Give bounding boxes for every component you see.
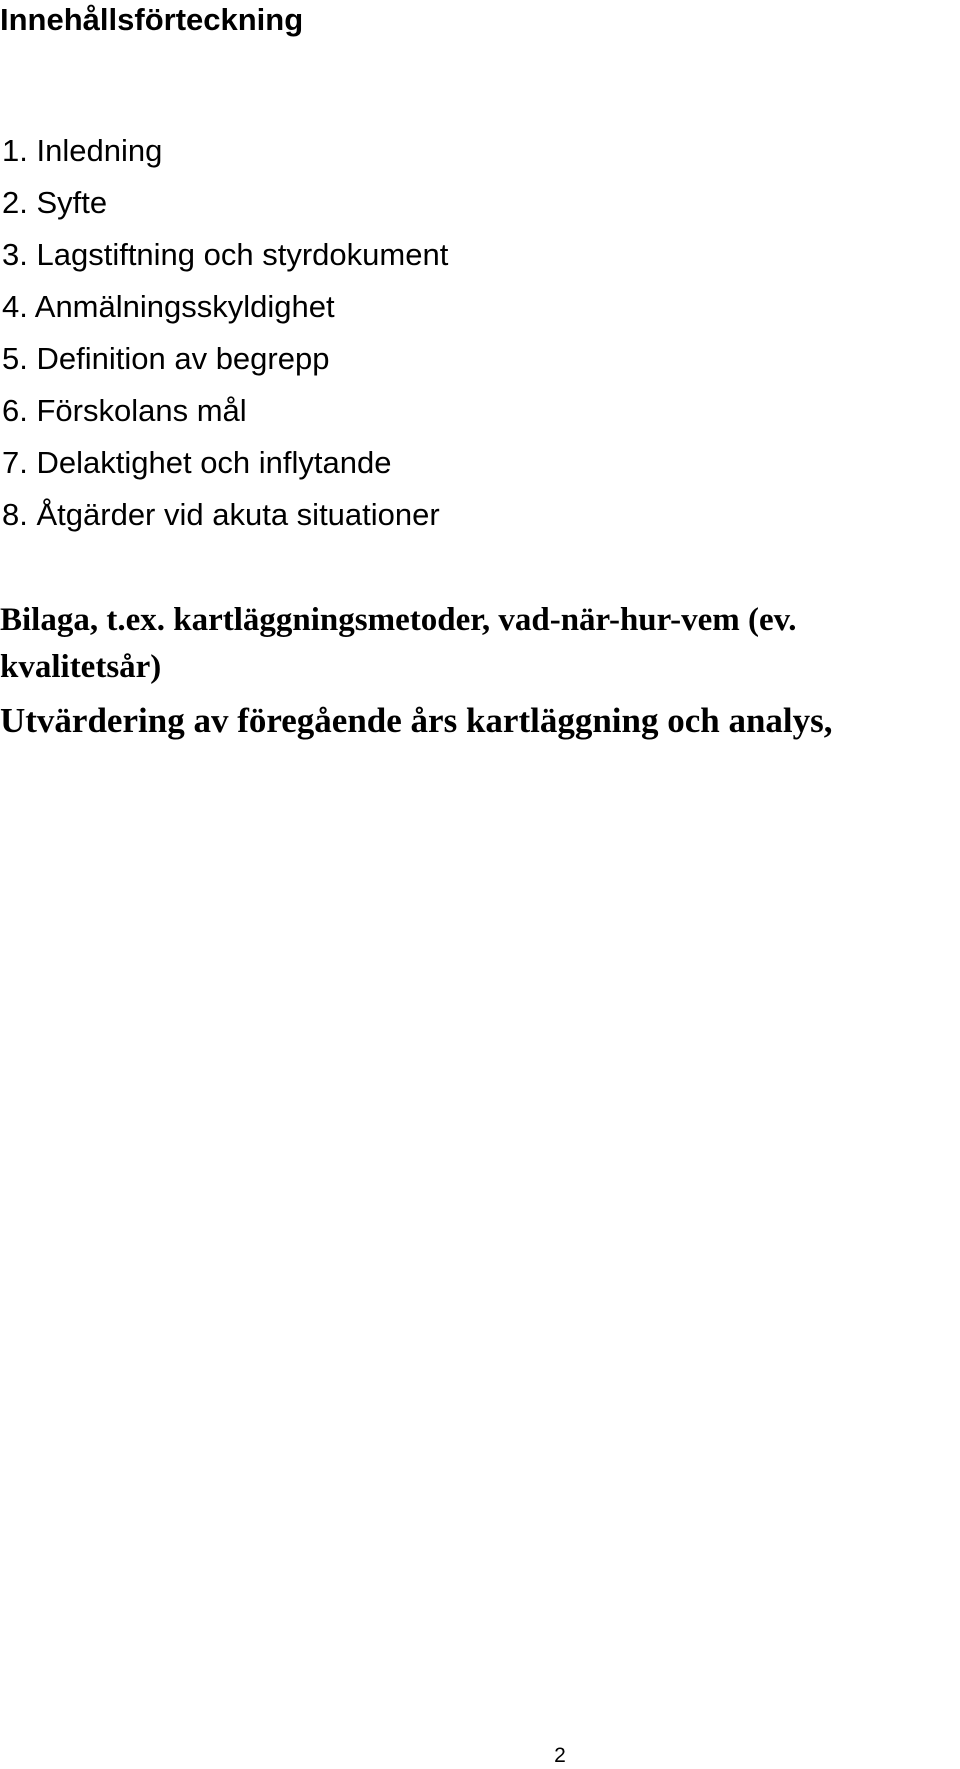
toc-item-number: 2. [2, 185, 28, 220]
toc-item-number: 3. [2, 237, 28, 272]
toc-item-label: Anmälningsskyldighet [34, 289, 335, 324]
toc-item-label: Lagstiftning och styrdokument [36, 237, 449, 272]
toc-item-3 [2, 229, 448, 281]
toc-item-4 [2, 281, 448, 333]
toc-item-5 [2, 333, 448, 385]
toc-list [2, 125, 448, 541]
toc-item-label: Förskolans mål [36, 393, 247, 428]
appendix-line: Bilaga, t.ex. kartläggningsmetoder, vad-när-hur-vem (ev. [0, 602, 797, 638]
page-number: 2 [554, 1744, 566, 1767]
toc-item-label: Delaktighet och inflytande [36, 445, 392, 480]
toc-heading: Innehållsförteckning [0, 2, 304, 37]
toc-item-1 [2, 125, 448, 177]
appendix-note [0, 597, 960, 691]
toc-item-number: 7. [2, 445, 28, 480]
toc-item-number: 4. [2, 289, 28, 324]
toc-item-label: Syfte [36, 185, 108, 220]
toc-item-7 [2, 437, 448, 489]
toc-item-number: 5. [2, 341, 28, 376]
toc-item-number: 8. [2, 497, 28, 532]
toc-item-number: 6. [2, 393, 28, 428]
toc-item-label: Definition av begrepp [36, 341, 330, 376]
toc-item-2 [2, 177, 448, 229]
evaluation-line: Utvärdering av föregående års kartläggning och analys, [0, 701, 833, 740]
toc-item-6 [2, 385, 448, 437]
toc-item-label: Åtgärder vid akuta situationer [36, 497, 440, 532]
toc-item-number: 1. [2, 133, 28, 168]
toc-item-label: Inledning [36, 133, 163, 168]
toc-item-8 [2, 489, 448, 541]
appendix-line: kvalitetsår) [0, 649, 162, 685]
